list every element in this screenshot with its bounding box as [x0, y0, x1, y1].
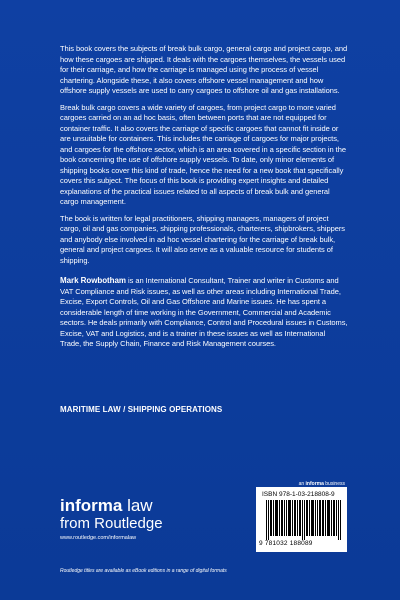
- description-paragraph: Break bulk cargo covers a wide variety of cargoes, from project cargo to more varied cargoes carried on an ad hoc basis, often between ports that are not equipped for container traffic. It also covers the carriage of specific cargoes that cannot fit inside or are unsuitable for containers. This includes the carriage of cargoes for major projects, and cargoes for the offshore sector, which is an area covered in a specific section in the book concerning the use of offshore supply vessels. To date, only minor elements of shipping books cover this kind of trade, hence the need for a new book that specifically covers this subject. The focus of this book is providing expert insights and detailed explanations of the practical issues related to all aspects of break bulk and general cargo management.: [60, 102, 346, 206]
- description-paragraph: The book is written for legal practitioners, shipping managers, managers of project cargo, oil and gas companies, shipping professionals, charterers, shipbrokers, shippers and anybody else involved in ad hoc vessel chartering for the carriage of break bulk, general and project cargoes. It will also serve as a valuable resource for students of shipping.: [60, 213, 345, 265]
- book-description: [60, 44, 348, 356]
- publisher-logo: [60, 497, 163, 541]
- barcode-icon: [266, 500, 342, 540]
- business-bold: informa: [305, 481, 324, 487]
- publisher-url: www.routledge.com/informalaw: [60, 535, 137, 541]
- business-suffix: business: [323, 481, 345, 487]
- publisher-brand: [60, 497, 163, 515]
- ebook-footnote: Routledge titles are available as eBook editions in a range of digital formats: [60, 568, 227, 574]
- brand-informa: informa: [60, 496, 123, 515]
- author-name: Mark Rowbotham: [60, 276, 126, 285]
- business-prefix: an: [298, 481, 306, 487]
- brand-law: law: [122, 496, 153, 515]
- author-bio: [60, 276, 348, 350]
- isbn-barcode: [256, 487, 347, 552]
- isbn-text: ISBN 978-1-03-218808-9: [262, 491, 335, 498]
- author-bio-text: is an International Consultant, Trainer and writer in Customs and VAT Compliance and Risk issues, as well as other areas including International Trade, Excise, Export Controls, Oil and Gas Offshore and Marine issues. He has spent a considerable length of time working in the Government, Commercial and Academic sectors. He deals primarily with Compliance, Control and Procedural issues in Customs, Excise, VAT and Logistics, and is a trainer in these issues as well as International Trade, the Supply Chain, Finance and Risk Management courses.: [60, 276, 348, 348]
- description-paragraph: This book covers the subjects of break bulk cargo, general cargo and project cargo, and how these cargoes are shipped. It deals with the cargoes themselves, the vessels used for their carriage, and how the carriage is managed using the process of vessel chartering. Alongside these, it also covers offshore vessel management and how offshore supply vessels are used to carry cargoes to offshore oil and gas installations.: [60, 44, 348, 95]
- barcode-digits: 9 781032 188089: [259, 540, 313, 547]
- publisher-from-routledge: from Routledge: [60, 515, 163, 532]
- subject-category: MARITIME LAW / SHIPPING OPERATIONS: [60, 405, 223, 414]
